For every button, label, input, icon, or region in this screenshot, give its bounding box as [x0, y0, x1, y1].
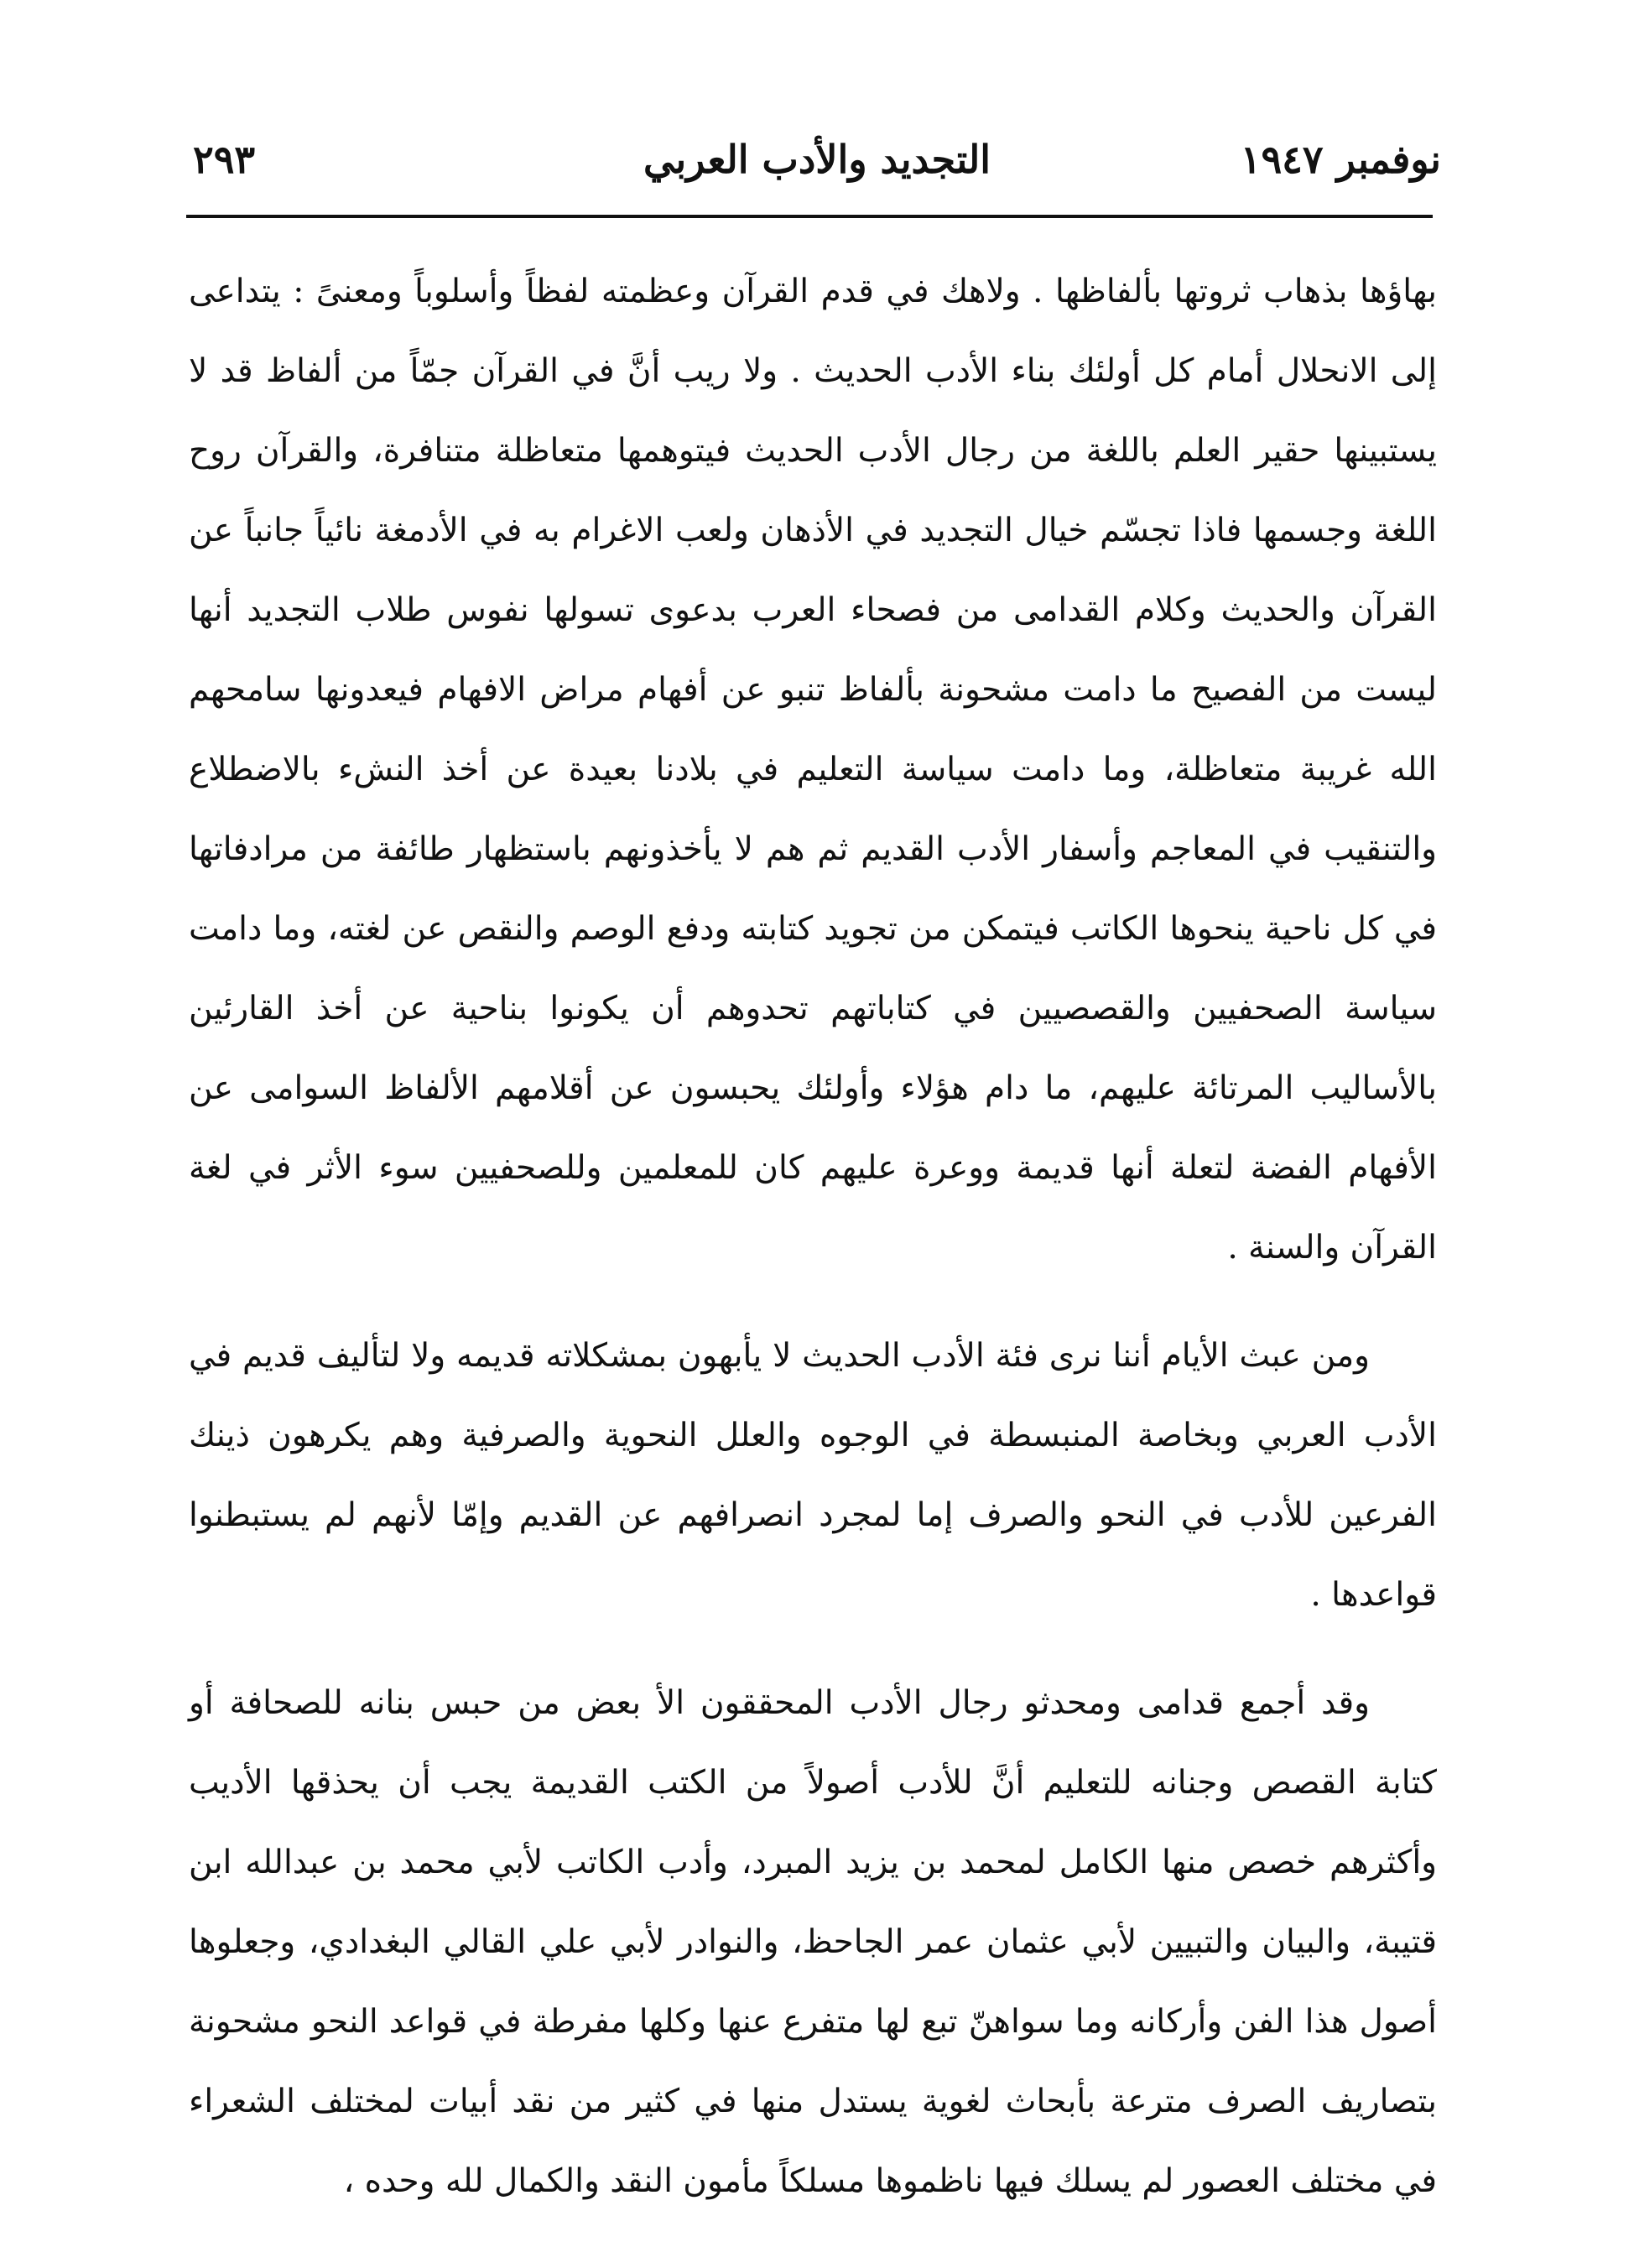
paragraph-1: بهاؤها بذهاب ثروتها بألفاظها . ولاهك في قدم القرآن وعظمته لفظاً وأسلوباً ومعنىً : يتداعى إلى الانحلال أمام كل أولئك بناء الأدب الحديث . ولا ريب أنَّ في القرآن جمّاً من ألفاظ قد لا يستبينها حقير العلم باللغة من رجال الأدب الحديث فيتوهمها متعاظلة متنافرة، والقرآن روح اللغة وجسمها فاذا تجسّم خيال التجديد في الأذهان ولعب الاغرام به في الأدمغة نائياً جانباً عن القرآن والحديث وكلام القدامى من فصحاء العرب بدعوى تسولها نفوس طلاب التجديد أنها ليست من الفصيح ما دامت مشحونة بألفاظ تنبو عن أفهام مراض الافهام فيعدونها سامحهم الله غريبة متعاظلة، وما دامت سياسة التعليم في بلادنا بعيدة عن أخذ النشء بالاضطلاع والتنقيب في المعاجم وأسفار الأدب القديم ثم هم لا يأخذونهم باستظهار طائفة من مرادفاتها في كل ناحية ينحوها الكاتب فيتمكن من تجويد كتابته ودفع الوصم والنقص عن لغته، وما دامت سياسة الصحفيين والقصصيين في كتاباتهم تحدوهم أن يكونوا بناحية عن أخذ القارئين بالأساليب المرتائة عليهم، ما دام هؤلاء وأولئك يحبسون عن أقلامهم الألفاظ السوامى عن الأفهام الفضة لتعلة أنها قديمة ووعرة عليهم كان للمعلمين وللصحفيين سوء الأثر في لغة القرآن والسنة .: [189, 273, 1437, 1267]
body-text: [189, 252, 1437, 2221]
paragraph-2: ومن عبث الأيام أننا نرى فئة الأدب الحديث لا يأبهون بمشكلاته قديمه ولا لتأليف قديم في الأدب العربي وبخاصة المنبسطة في الوجوه والعلل النحوية والصرفية وهم يكرهون ذينك الفرعين للأدب في النحو والصرف إما لمجرد انصرافهم عن القديم وإمّا لأنهم لم يستبطنوا قواعدها .: [189, 1337, 1438, 1614]
header-rule: [186, 215, 1433, 218]
running-header: [193, 126, 1441, 193]
paragraph-3: وقد أجمع قدامى ومحدثو رجال الأدب المحققون الأ بعض من حبس بنانه للصحافة أو كتابة القصص وجنانه للتعليم أنَّ للأدب أصولاً من الكتب القديمة يجب أن يحذقها الأديب وأكثرهم خصص منها الكامل لمحمد بن يزيد المبرد، وأدب الكاتب لأبي محمد بن عبدالله ابن قتيبة، والبيان والتبيين لأبي عثمان عمر الجاحظ، والنوادر لأبي علي القالي البغدادي، وجعلوها أصول هذا الفن وأركانه وما سواهنّ تبع لها متفرع عنها وكلها مفرطة في قواعد النحو مشحونة بتصاريف الصرف مترعة بأبحاث لغوية يستدل منها في كثير من نقد أبيات لمختلف الشعراء في مختلف العصور لم يسلك فيها ناظموها مسلكاً مأمون النقد والكمال لله وحده ،: [189, 1684, 1437, 2200]
header-date: نوفمبر ١٩٤٧: [1240, 137, 1441, 182]
page-number: ٢٩٣: [193, 137, 256, 182]
header-title: التجديد والأدب العربي: [643, 137, 991, 182]
